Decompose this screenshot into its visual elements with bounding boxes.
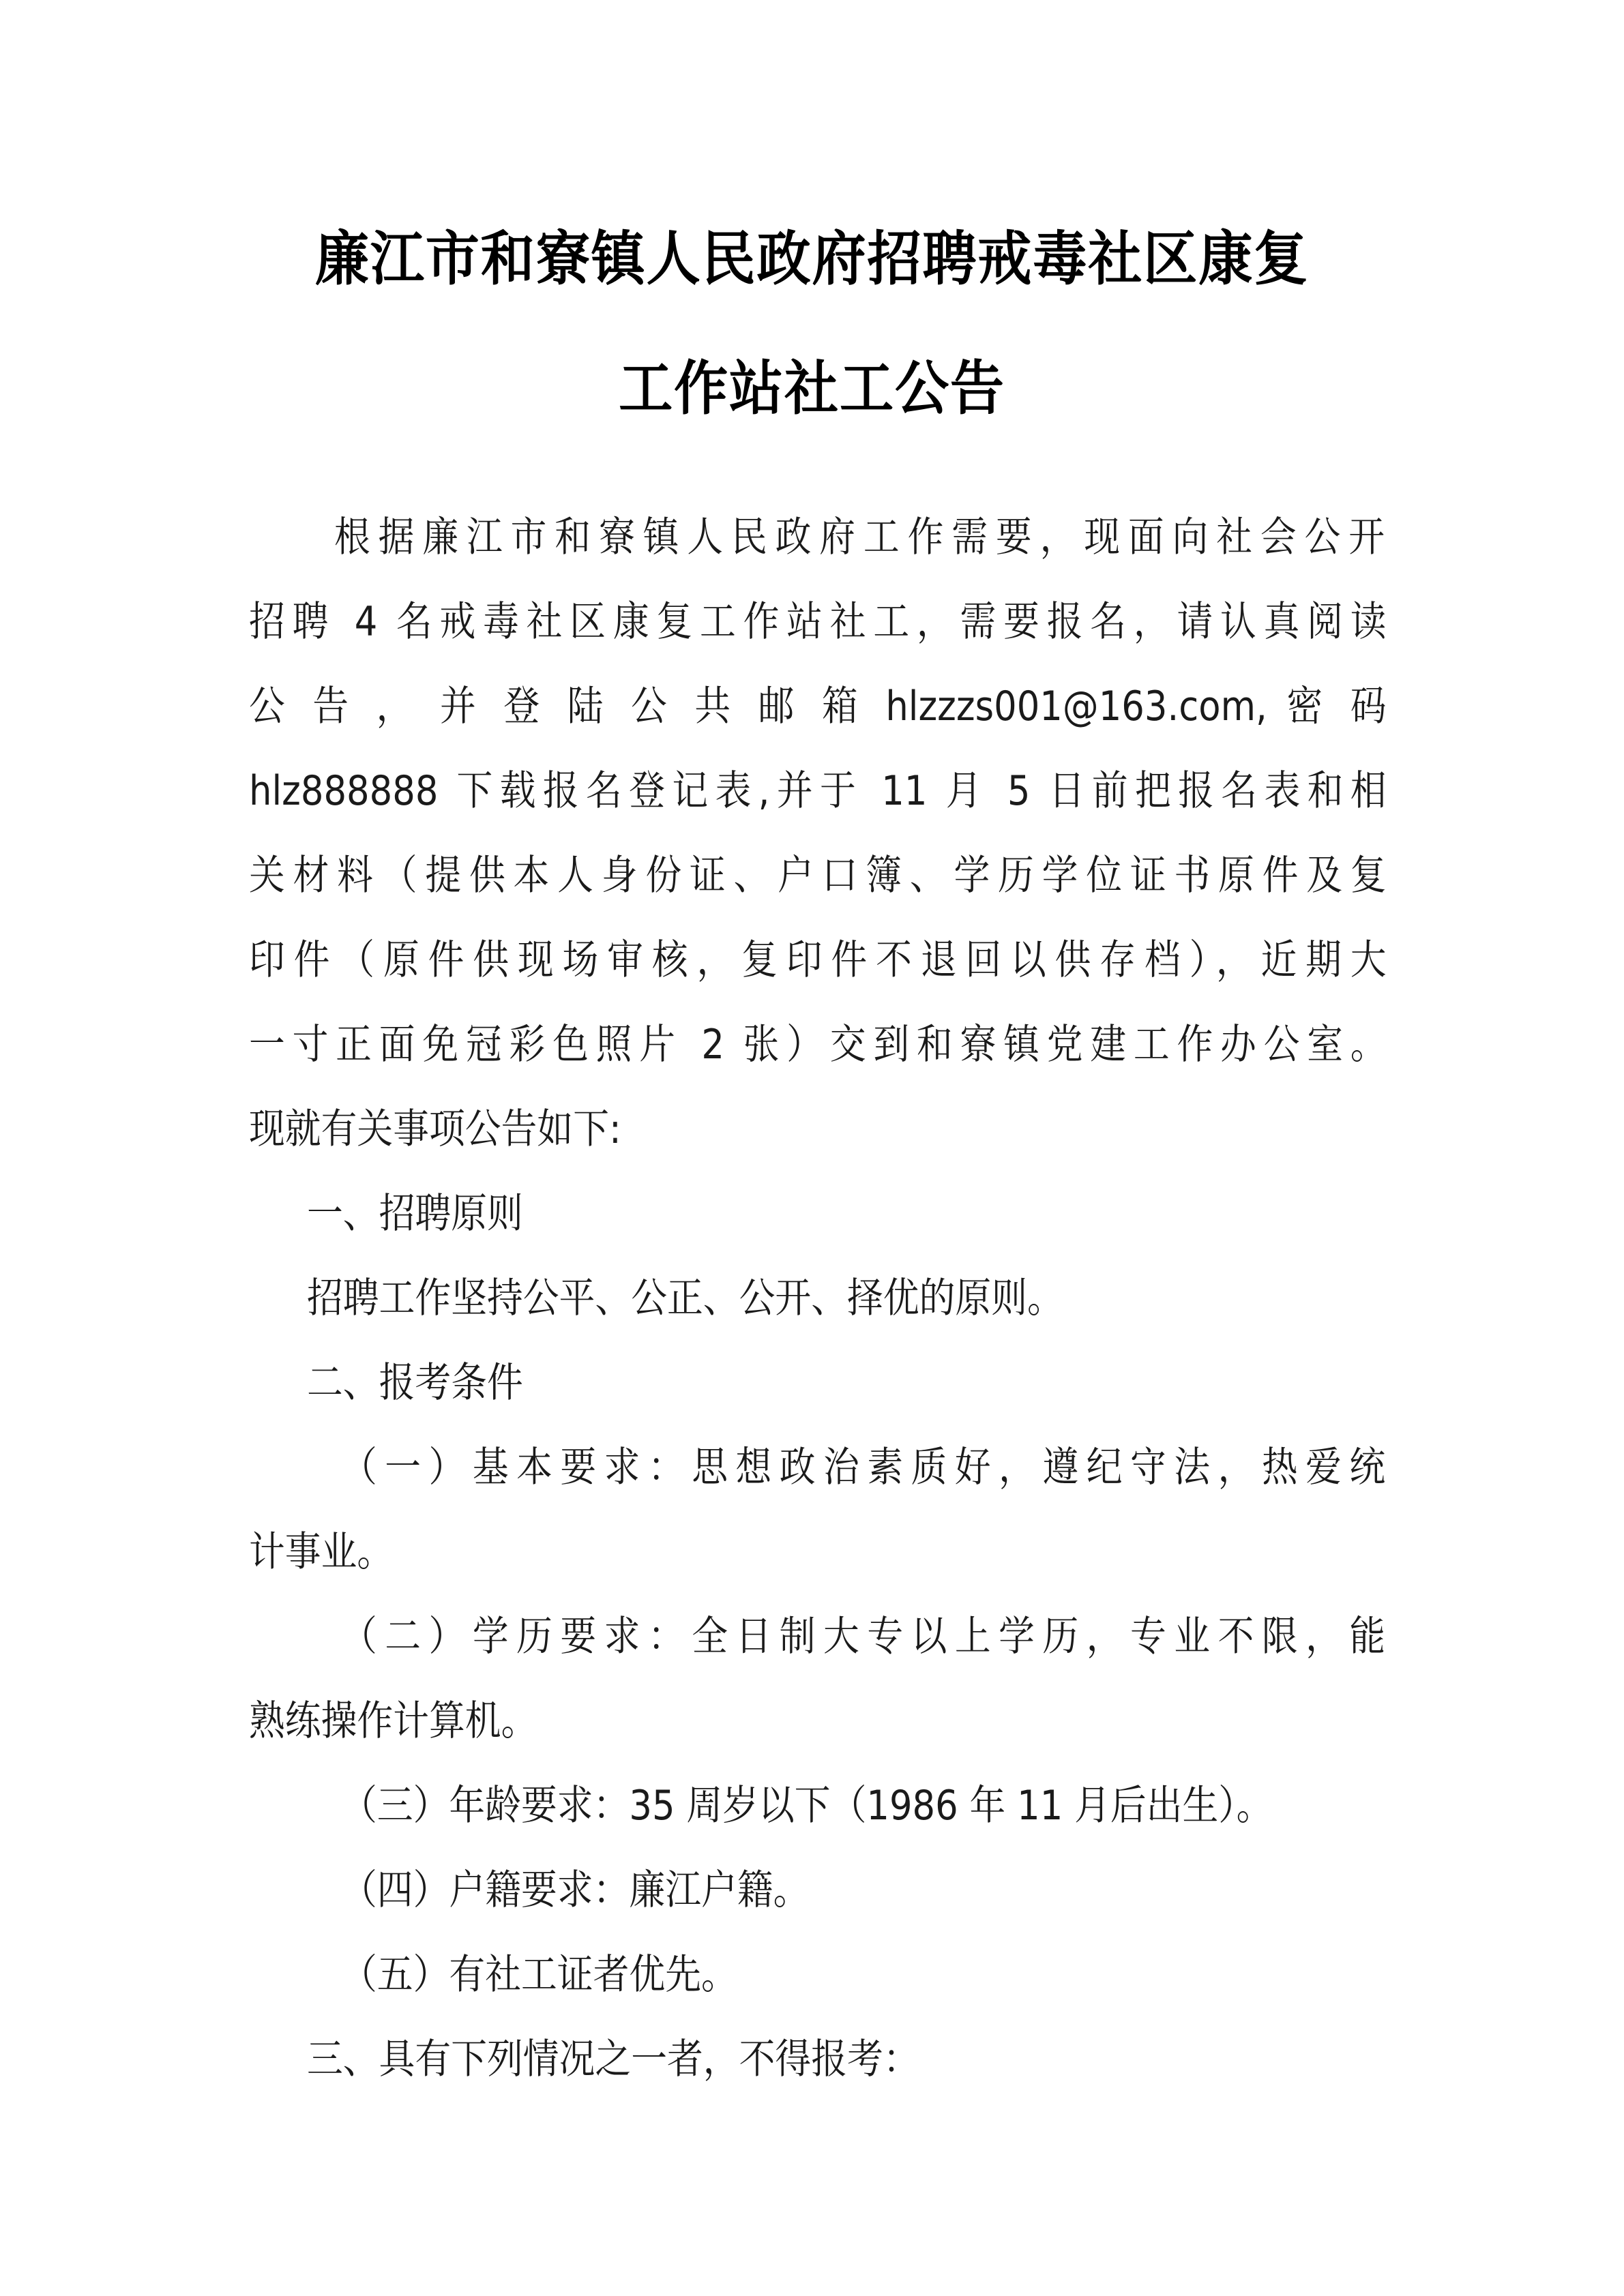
intro-line-5: 关材料（提供本人身份证、户口簿、学历学位证书原件及复 xyxy=(249,852,1387,899)
condition-5-certificate: （五）有社工证者优先。 xyxy=(341,1951,737,1999)
condition-2-line-1: （二）学历要求：全日制大专以上学历，专业不限，能 xyxy=(341,1613,1386,1660)
intro-line-7: 一寸正面免冠彩色照片 2 张）交到和寮镇党建工作办公室。 xyxy=(249,1021,1387,1069)
section2-heading: 二、报考条件 xyxy=(307,1359,523,1407)
condition-3-age: （三）年龄要求：35 周岁以下（1986 年 11 月后出生）。 xyxy=(341,1782,1273,1830)
condition-1-line-2: 计事业。 xyxy=(249,1528,394,1576)
section3-heading: 三、具有下列情况之一者，不得报考： xyxy=(307,2036,919,2083)
document-title-line-2: 工作站社工公告 xyxy=(619,354,1005,423)
intro-line-8: 现就有关事项公告如下: xyxy=(249,1105,621,1153)
section1-body: 招聘工作坚持公平、公正、公开、择优的原则。 xyxy=(307,1274,1063,1322)
intro-line-1: 根据廉江市和寮镇人民政府工作需要，现面向社会公开 xyxy=(334,513,1385,561)
intro-line-2: 招聘 4 名戒毒社区康复工作站社工，需要报名，请认真阅读 xyxy=(249,598,1387,646)
condition-2-line-2: 熟练操作计算机。 xyxy=(249,1697,537,1745)
intro-line-6: 印件（原件供现场审核，复印件不退回以供存档），近期大 xyxy=(249,936,1387,984)
intro-line-3-email: 公 告 ， 并 登 陆 公 共 邮 箱 hlzzzs001@163.com, 密 码 xyxy=(249,683,1387,730)
intro-line-4-password: hlz888888 下载报名登记表,并于 11 月 5 日前把报名表和相 xyxy=(249,767,1387,815)
condition-4-hukou: （四）户籍要求：廉江户籍。 xyxy=(341,1866,810,1914)
condition-1-line-1: （一）基本要求：思想政治素质好，遵纪守法，热爱统 xyxy=(341,1444,1386,1491)
document-title-line-1: 廉江市和寮镇人民政府招聘戒毒社区康复 xyxy=(314,224,1310,293)
section1-heading: 一、招聘原则 xyxy=(307,1190,523,1238)
